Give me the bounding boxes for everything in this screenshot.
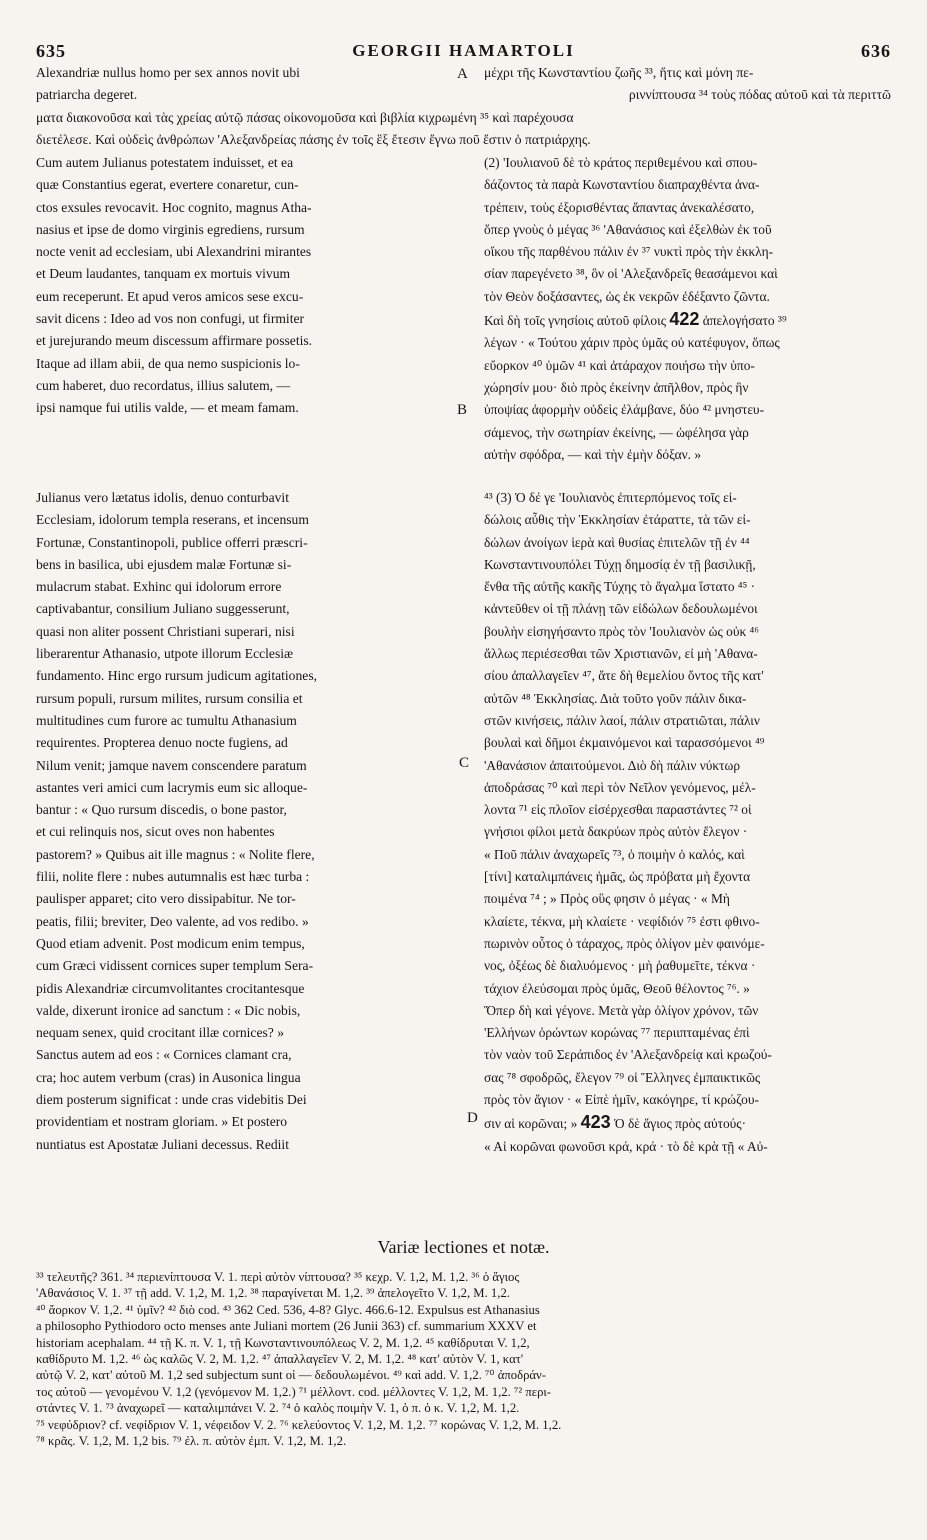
text-line: providentiam et nostram gloriam. » Et postero xyxy=(36,1114,288,1130)
text-line: « Ποῦ πάλιν ἀναχωρεῖς ⁷³, ὁ ποιμὴν ὁ καλός, καὶ xyxy=(484,846,745,862)
text-line: εὔορκον ⁴⁰ ὑμῶν ⁴¹ καὶ ἀτάραχον ποιήσω τὴν ὑπο- xyxy=(484,357,755,373)
text-line: Ecclesiam, idolorum templa reserans, et incensum xyxy=(36,512,309,528)
column-number: 423 xyxy=(580,1112,611,1133)
text-line: et Deum laudantes, tanquam ex mortuis vivum xyxy=(36,266,291,282)
text-line: 'Αθανάσιον ἀπαιτούμενοι. Διὸ δὴ πάλιν νύκτωρ xyxy=(484,757,741,773)
text-fragment: σιν αἱ κορῶναι; » xyxy=(484,1116,578,1132)
text-line: et jurejurando meum discessum affirmare possetis. xyxy=(36,333,313,349)
note-line: αὐτῷ V. 2, κατ' αὐτοῦ M. 1,2 sed subjectum sunt οἱ — δεδουλωμένοι. ⁴⁹ καὶ add. V. 1,2. ⁷⁰ ἀποδράν- xyxy=(36,1368,547,1383)
text-line: Nilum venit; jamque navem conscendere paratum xyxy=(36,757,307,773)
text-line: κλαίετε, τέκνα, μὴ κλαίετε · νεφίδιόν ⁷⁵ ἐστι φθινο- xyxy=(484,913,760,929)
text-line: γνήσιοι φίλοι μετὰ δακρύων πρὸς αὐτὸν ἔλεγον · xyxy=(484,824,748,840)
note-line: καθίδρυτο M. 1,2. ⁴⁶ ὡς καλῶς V. 2, M. 1,2. ⁴⁷ ἀπαλλαγεῖεν V. 2, M. 1,2. ⁴⁸ κατ' αὐτὸν V. 1, κατ' xyxy=(36,1352,524,1367)
text-line: τάχιον ἐλεύσομαι πρὸς ὑμᾶς, Θεοῦ θέλοντος ⁷⁶. » xyxy=(484,980,750,996)
text-line: captivabantur, consilium Juliano suggesserunt, xyxy=(36,601,290,617)
text-line: Κωνσταντινουπόλει Τύχῃ δημοσίᾳ ἐν τῇ βασιλικῇ, xyxy=(484,556,756,572)
text-line: astantes veri amici cum lacrymis eum sic alloque- xyxy=(36,779,308,795)
note-line: historiam acephalam. ⁴⁴ τῇ K. π. V. 1, τῇ Κωνσταντινουπόλεως V. 2, M. 1,2. ⁴⁵ καθίδρυται V. 1,2, xyxy=(36,1335,530,1350)
text-line: αὐτὴν σφόδρα, — καὶ τὴν ἐμὴν δόξαν. » xyxy=(484,446,702,462)
text-line: bantur : « Quo rursum discedis, o bone pastor, xyxy=(36,802,287,818)
text-line: [τίνι] καταλιμπάνεις ἡμᾶς, ὡς πρόβατα μὴ ἔχοντα xyxy=(484,869,751,885)
notes-title: Variæ lectiones et notæ. xyxy=(377,1237,550,1257)
text-line: σίου ἀπαλλαγεῖεν ⁴⁷, ἅτε δὴ θεμελίου ὄντος τῆς κατ' xyxy=(484,668,764,684)
text-line xyxy=(484,1111,891,1135)
text-line: patriarcha degeret. xyxy=(36,87,138,103)
text-line: στῶν κινήσεις, πάλιν λαοί, πάλιν στρατιῶται, πάλιν xyxy=(484,712,760,728)
text-line: ἔνθα τῆς αὐτῆς κακῆς Τύχης τὸ ἄγαλμα ἵστατο ⁴⁵ · xyxy=(484,579,756,595)
text-fragment: ἀπελογήσατο ³⁹ xyxy=(702,313,787,329)
text-line: fundamento. Hinc ergo rursum judicum agitationes, xyxy=(36,668,318,684)
text-line: πωρινὸν οὗτος ὁ τάραχος, πρὸς ὀλίγον μὲν φαινόμε- xyxy=(484,935,765,951)
text-line: δάζοντος τὰ παρὰ Κωνσταντίου διαπραχθέντα ἀνα- xyxy=(484,177,760,193)
margin-marker-d: D xyxy=(467,1110,478,1126)
text-line: σίαν παρεγένετο ³⁸, ὃν οἱ 'Αλεξανδρεῖς θεασάμενοι καὶ xyxy=(484,266,778,282)
text-line: peatis, filii; breviter, Deo valente, ad vos redibo. » xyxy=(36,913,309,929)
text-line: requirentes. Propterea denuo nocte fugiens, ad xyxy=(36,735,288,751)
margin-marker-b: B xyxy=(457,402,468,418)
text-line: βουλαὶ καὶ δῆμοι ἐκμαινόμενοι καὶ ταρασσόμενοι ⁴⁹ xyxy=(484,735,765,751)
text-line: δώλοις αὖθις τὴν Ἐκκλησίαν ἐτάραττε, τὰ τῶν εἰ- xyxy=(484,512,751,528)
text-line: cum haberet, duo recordatus, illius salutem, — xyxy=(36,377,291,393)
text-line: ἄλλως περιέσεσθαι τῶν Χριστιανῶν, εἰ μὴ 'Αθανα- xyxy=(484,646,758,662)
text-fragment: Ὁ δὲ ἅγιος πρὸς αὐτούς· xyxy=(614,1116,747,1132)
text-line: ποιμένα ⁷⁴ ; » Πρὸς οὓς φησιν ὁ μέγας · « Μὴ xyxy=(484,891,730,907)
text-line: ὑποψίας ἀφορμὴν οὐδεὶς ἐλάμβανε, δύο ⁴² μνηστευ- xyxy=(484,402,765,418)
margin-marker-a: A xyxy=(457,66,468,82)
text-line: χώρησίν μου· διὸ πρὸς ἐκείνην ἀπῆλθον, πρὸς ἣν xyxy=(484,379,749,395)
text-line: οἴκου τῆς παρθένου πάλιν ἐν ³⁷ νυκτὶ πρὸς τὴν ἐκκλη- xyxy=(484,244,774,260)
text-line: αὐτῶν ⁴⁸ Ἐκκλησίας. Διὰ τοῦτο γοῦν πάλιν δικα- xyxy=(484,690,747,706)
text-line: filii, nolite flere : nubes autumnalis est hæc turba : xyxy=(36,869,310,885)
text-line: τρέπειν, τοὺς ἐξορισθέντας ἅπαντας ἀνεκαλέσατο, xyxy=(484,199,755,215)
text-line: λέγων · « Τούτου χάριν πρὸς ὑμᾶς οὐ κατέφυγον, ὅπως xyxy=(484,335,780,351)
text-line: Alexandriæ nullus homo per sex annos novit ubi xyxy=(36,65,300,80)
text-line: rursum populi, rursum milites, rursum consilia et xyxy=(36,690,303,706)
text-line: ctos exsules revocavit. Hoc cognito, magnus Atha- xyxy=(36,199,312,215)
text-line: Ὅπερ δὴ καὶ γέγονε. Μετὰ γὰρ ὀλίγον χρόνον, τῶν xyxy=(484,1002,759,1018)
text-line: bens in basilica, ubi ejusdem malæ Fortunæ si- xyxy=(36,556,292,572)
greek-column-2 xyxy=(484,487,891,1158)
text-line: διετέλεσε. Καὶ οὐδεὶς ἀνθρώπων 'Αλεξανδρείας πάσης ἐν τοῖς ἓξ ἔτεσιν ἔγνω ποῦ ἔστιν ὁ πατριάρχης. xyxy=(36,131,591,147)
text-line: diem posterum significat : unde cras videbitis Dei xyxy=(36,1092,307,1108)
greek-column-1 xyxy=(484,152,891,466)
note-line: ³³ τελευτῆς? 361. ³⁴ περιενίπτουσα V. 1. περὶ αὐτὸν νίπτουσα? ³⁵ κεχρ. V. 1,2, M. 1,2. ³⁶ ὁ ἅγιος xyxy=(36,1270,520,1284)
text-line: multitudines cum furore ac tumultu Athanasium xyxy=(36,712,297,728)
text-line: cum Græci vidissent cornices super templum Sera- xyxy=(36,958,314,974)
note-line: ⁷⁵ νεφύδριον? cf. νεφίδριον V. 1, νέφειδον V. 2. ⁷⁶ κελεύοντος V. 1,2, M. 1,2. ⁷⁷ κορώνας V. 1,2, M. 1,2. xyxy=(36,1417,562,1432)
text-line: mulacrum stabat. Exhinc qui idolorum errore xyxy=(36,579,282,595)
text-line: ὅπερ γνοὺς ὁ μέγας ³⁶ 'Αθανάσιος καὶ ἐξελθὼν ἐκ τοῦ xyxy=(484,221,772,237)
text-line: quasi non aliter possent Christiani superari, nisi xyxy=(36,623,295,639)
text-line: nuntiatus est Apostatæ Juliani decessus. Rediit xyxy=(36,1136,289,1152)
note-line: ⁴⁰ ἄορκον V. 1,2. ⁴¹ ὑμῖν? ⁴² διὸ cod. ⁴³ 362 Ced. 536, 4-8? Glyc. 466.6-12. Expulsus est Athanasius xyxy=(36,1302,540,1317)
text-line: 'Ελλήνων ὁρώντων κορώνας ⁷⁷ περιιπταμένας ἐπὶ xyxy=(484,1025,750,1041)
text-line: valde, dixerunt ironice ad sanctum : « Dic nobis, xyxy=(36,1002,301,1018)
text-line: pidis Alexandriæ circumvolitantes crocitantesque xyxy=(36,980,305,996)
text-line: « Αἱ κορῶναι φωνοῦσι κρά, κρά · τὸ δὲ κρὰ τῇ « Αὐ- xyxy=(484,1138,768,1154)
text-line: μέχρι τῆς Κωνσταντίου ζωῆς ³³, ἥτις καὶ μόνη πε- xyxy=(484,65,754,80)
note-line: a philosopho Pythiodoro octo menses ante Juliani mortem (26 Junii 363) cf. summarium XXXV et xyxy=(36,1319,537,1334)
note-line: στάντες V. 1. ⁷³ ἀναχωρεῖ — καταλιμπάνει V. 2. ⁷⁴ ὁ καλὸς ποιμὴν V. 1, ὁ π. ὁ κ. V. 1,2, M. 1,2. xyxy=(36,1401,520,1416)
text-line: Fortunæ, Constantinopoli, publice offerri præscri- xyxy=(36,534,308,550)
text-line: et cui relinquis nos, sicut oves non habentes xyxy=(36,824,275,840)
text-line: σάμενος, τὴν σωτηρίαν ἐκείνης, — ὠφέλησα γὰρ xyxy=(484,424,749,440)
note-line: 'Αθανάσιος V. 1. ³⁷ τῇ add. V. 1,2, M. 1,2. ³⁸ παραγίνεται M. 1,2. ³⁹ ἀπελογεῖτο V. 1,2, M. 1,2. xyxy=(36,1286,510,1301)
text-line: δώλων ἀνοίγων ἱερὰ καὶ θυσίας ἐπιτελῶν τῇ ἐν ⁴⁴ xyxy=(484,534,750,550)
text-line: σας ⁷⁸ σφοδρῶς, ἔλεγον ⁷⁹ οἱ Ἕλληνες ἐμπαικτικῶς xyxy=(484,1069,761,1085)
text-line: ματα διακονοῦσα καὶ τὰς χρείας αὐτῷ πάσας οἰκονομοῦσα καὶ βιβλία κιχρωμένη ³⁵ καὶ παρέχουσα xyxy=(36,109,574,125)
text-line: πρὸς τὸν ἅγιον · « Εἰπὲ ἡμῖν, κακόγηρε, τί κρώζου- xyxy=(484,1092,759,1108)
latin-column-2 xyxy=(36,487,456,1156)
text-line: νος, ὀξέως δὲ διαλυόμενος · μὴ ῥαθυμεῖτε, τέκνα · xyxy=(484,958,756,974)
text-line xyxy=(484,308,891,332)
text-line: Itaque ad illam abii, de qua nemo suspicionis lo- xyxy=(36,355,300,371)
text-fragment: Καὶ δὴ τοῖς γνησίοις αὐτοῦ φίλοις xyxy=(484,313,666,329)
text-line: (2) 'Ιουλιανοῦ δὲ τὸ κράτος περιθεμένου καὶ σπου- xyxy=(484,155,758,170)
text-line: Quod etiam advenit. Post modicum enim tempus, xyxy=(36,935,305,951)
text-line: ipsi namque fui utilis valde, — et meam famam. xyxy=(36,400,299,416)
text-line: nocte venit ad ecclesiam, ubi Alexandrini mirantes xyxy=(36,244,312,260)
latin-column-1 xyxy=(36,152,456,420)
margin-marker-c: C xyxy=(459,755,470,771)
text-line: λοντα ⁷¹ εἰς πλοῖον εἰσέρχεσθαι παραστάντες ⁷² οἱ xyxy=(484,802,752,818)
text-line: βουλὴν εἰσηγήσαντο πρὸς τὸν 'Ιουλιανὸν ὡς οὐκ ⁴⁶ xyxy=(484,623,759,639)
text-line: ἀποδράσας ⁷⁰ καὶ περὶ τὸν Νεῖλον γενόμενος, μέλ- xyxy=(484,779,756,795)
text-line: κἀντεῦθεν οἱ τῇ πλάνῃ τῶν εἰδώλων δεδουλωμένοι xyxy=(484,601,758,617)
text-line: cra; hoc autem verbum (cras) in Ausonica lingua xyxy=(36,1069,301,1085)
text-line: quæ Constantius egerat, evertere conaretur, cun- xyxy=(36,177,299,193)
column-number: 422 xyxy=(669,309,700,330)
right-page-number: 636 xyxy=(860,40,891,61)
text-line: eum receperunt. Et apud veros amicos sese excu- xyxy=(36,288,304,304)
text-line: nasius et ipse de domo virginis egrediens, rursum xyxy=(36,221,305,237)
text-line: ριννίπτουσα ³⁴ τοὺς πόδας αὐτοῦ καὶ τὰ περιττῶ xyxy=(628,87,891,103)
text-line: τὸν ναὸν τοῦ Σεράπιδος ἐν 'Αλεξανδρείᾳ καὶ κρωζού- xyxy=(484,1047,772,1063)
notes-block xyxy=(36,1269,891,1449)
text-line: Cum autem Julianus potestatem induisset, et ea xyxy=(36,155,294,170)
note-line: ⁷⁸ κρᾶς. V. 1,2, M. 1,2 bis. ⁷⁹ ἐλ. π. αὐτὸν ἐμπ. V. 1,2, M. 1,2. xyxy=(36,1434,347,1449)
text-line: paulisper apparet; cito vero dissipabitur. Ne tor- xyxy=(36,891,296,907)
text-line: Julianus vero lætatus idolis, denuo conturbavit xyxy=(36,490,289,505)
text-line: savit dicens : Ideo ad vos non confugi, ut firmiter xyxy=(36,311,305,327)
text-line: Sanctus autem ad eos : « Cornices clamant cra, xyxy=(36,1047,292,1063)
page-header xyxy=(36,40,891,62)
left-page-number: 635 xyxy=(36,40,66,61)
text-line: liberarentur Athanasio, utpote illorum Ecclesiæ xyxy=(36,646,294,662)
running-title: GEORGII HAMARTOLI xyxy=(352,41,575,60)
note-line: τος αὐτοῦ — γενομένου V. 1,2 (γενόμενον M. 1,2.) ⁷¹ μέλλοντ. cod. μέλλοντες V. 1,2, M. 1,2. ⁷² περι- xyxy=(36,1384,552,1399)
text-line: τὸν Θεὸν δοξάσαντες, ὡς ἐκ νεκρῶν ἐδέξαντο ζῶντα. xyxy=(484,288,770,304)
text-line: nequam senex, quid crocitant illæ cornices? » xyxy=(36,1025,285,1041)
text-line: ⁴³ (3) Ὁ δέ γε 'Ιουλιανὸς ἐπιτερπόμενος τοῖς εἰ- xyxy=(484,490,737,505)
text-line: pastorem? » Quibus ait ille magnus : « Nolite flere, xyxy=(36,846,315,862)
